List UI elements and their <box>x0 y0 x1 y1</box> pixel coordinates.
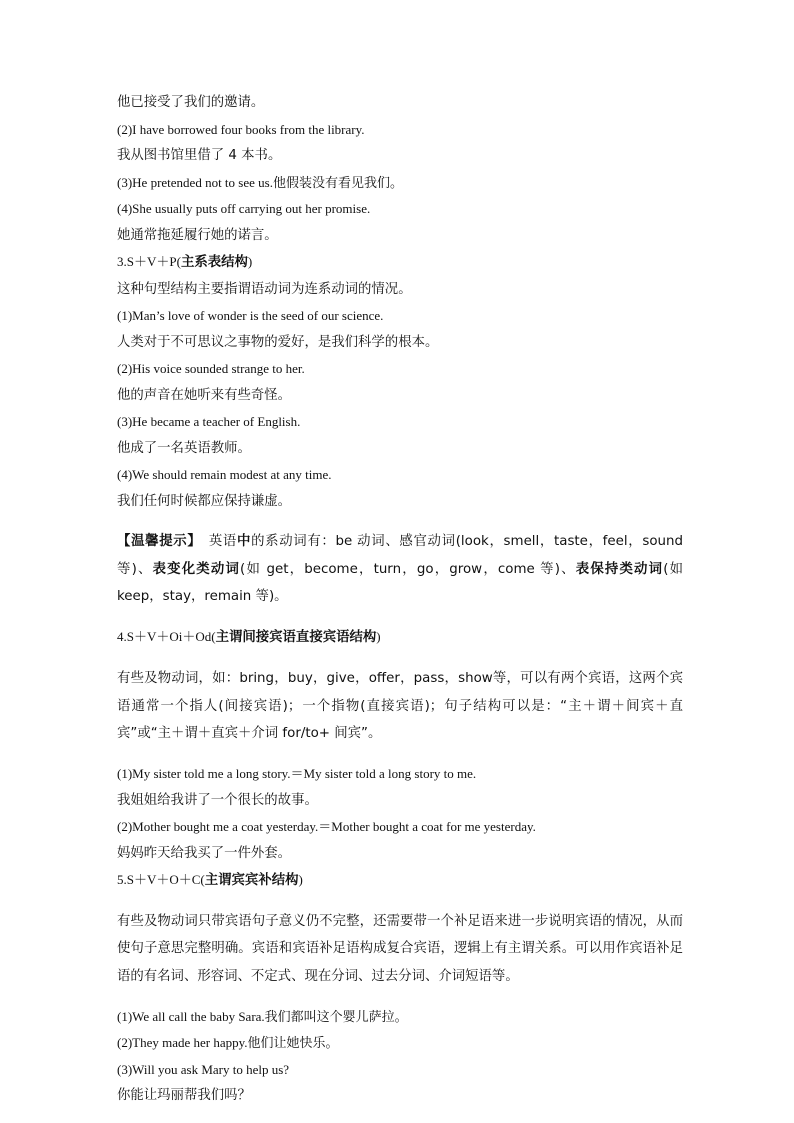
translation-line: 我从图书馆里借了 4 本书。 <box>117 148 282 163</box>
translation-line: 你能让玛丽帮我们吗？ <box>117 1088 251 1104</box>
example-sentence: (1)Man’s love of wonder is the seed of our science. <box>117 308 384 323</box>
section-heading <box>117 867 683 895</box>
tip-bold: 中 <box>236 534 252 550</box>
example-sentence: (2)Mother bought me a coat yesterday.＝Mother bought a coat for me yesterday. <box>117 819 536 835</box>
heading-suffix: ) <box>298 872 303 888</box>
description-paragraph: 有些及物动词只带宾语句子意义仍不完整，还需要带一个补足语来进一步说明宾语的情况，从而使句子意思完整明确。宾语和宾语补足语构成复合宾语，逻辑上有主谓关系。可以用作宾语补足语的有名词、形容词、不定式、现在分词、过去分词、介词短语等。 <box>117 913 683 984</box>
tip-label: 【温馨提示】 <box>117 534 195 550</box>
document-page <box>117 90 683 1110</box>
example-sentence: (2)His voice sounded strange to her. <box>117 361 305 376</box>
description-paragraph: 有些及物动词，如：bring，buy，give，offer，pass，show等，可以有两个宾语，这两个宾语通常一个指人(间接宾语)；一个指物(直接宾语)；句子结构可以是：“主＋谓＋间宾＋直宾”或“主＋谓＋直宾＋介词 for/to+ 间宾”。 <box>117 671 683 742</box>
tip-text: (如 keep，stay，remain 等)。 <box>117 561 684 605</box>
example-sentence: (3)Will you ask Mary to help us? <box>117 1061 290 1077</box>
tip-text: 英语 <box>194 534 237 550</box>
translation-line: 他成了一名英语教师。 <box>117 440 251 456</box>
translation-line: 妈妈昨天给我买了一件外套。 <box>117 845 292 861</box>
tip-text: (如 get，become，turn，go，grow，come 等)、 <box>240 561 576 577</box>
translation-line: 他的声音在她听来有些奇怪。 <box>117 387 292 403</box>
heading-prefix: 3.S＋V＋P( <box>117 254 181 269</box>
example-sentence: (4)We should remain modest at any time. <box>117 467 332 482</box>
heading-prefix: 4.S＋V＋Oi＋Od( <box>117 629 216 645</box>
tip-text: 的系动词有：be 动词、感官动词(look，smell，taste，feel，sound 等)、 <box>117 534 683 577</box>
example-sentence: (3)He pretended not to see us.他假装没有看见我们。 <box>117 174 403 190</box>
translation-line: 我姐姐给我讲了一个很长的故事。 <box>117 792 318 808</box>
translation-line: 我们任何时候都应保持谦虚。 <box>117 493 292 509</box>
tip-paragraph <box>117 528 683 611</box>
heading-bold: 主谓宾宾补结构 <box>204 873 299 889</box>
example-sentence: (3)He became a teacher of English. <box>117 414 301 429</box>
section-heading <box>117 624 683 652</box>
example-sentence: (1)We all call the baby Sara.我们都叫这个婴儿萨拉。 <box>117 1008 408 1024</box>
translation-line: 她通常拖延履行她的诺言。 <box>117 227 278 243</box>
heading-prefix: 5.S＋V＋O＋C( <box>117 872 205 888</box>
tip-bold: 表保持类动词 <box>575 561 664 577</box>
heading-bold: 主系表结构 <box>180 255 248 270</box>
section-heading <box>117 249 683 277</box>
heading-suffix: ) <box>247 254 253 269</box>
tip-bold: 表变化类动词 <box>152 561 241 577</box>
heading-bold: 主谓间接宾语直接宾语结构 <box>215 630 377 646</box>
translation-line: 他已接受了我们的邀请。 <box>117 95 265 110</box>
example-sentence: (4)She usually puts off carrying out her promise. <box>117 201 371 216</box>
translation-line: 人类对于不可思议之事物的爱好，是我们科学的根本。 <box>117 334 439 350</box>
example-sentence: (2)They made her happy.他们让她快乐。 <box>117 1035 339 1051</box>
example-sentence: (2)I have borrowed four books from the library. <box>117 121 365 137</box>
description-line: 这种句型结构主要指谓语动词为连系动词的情况。 <box>117 281 412 297</box>
example-sentence: (1)My sister told me a long story.＝My sister told a long story to me. <box>117 766 477 782</box>
heading-suffix: ) <box>376 629 381 645</box>
